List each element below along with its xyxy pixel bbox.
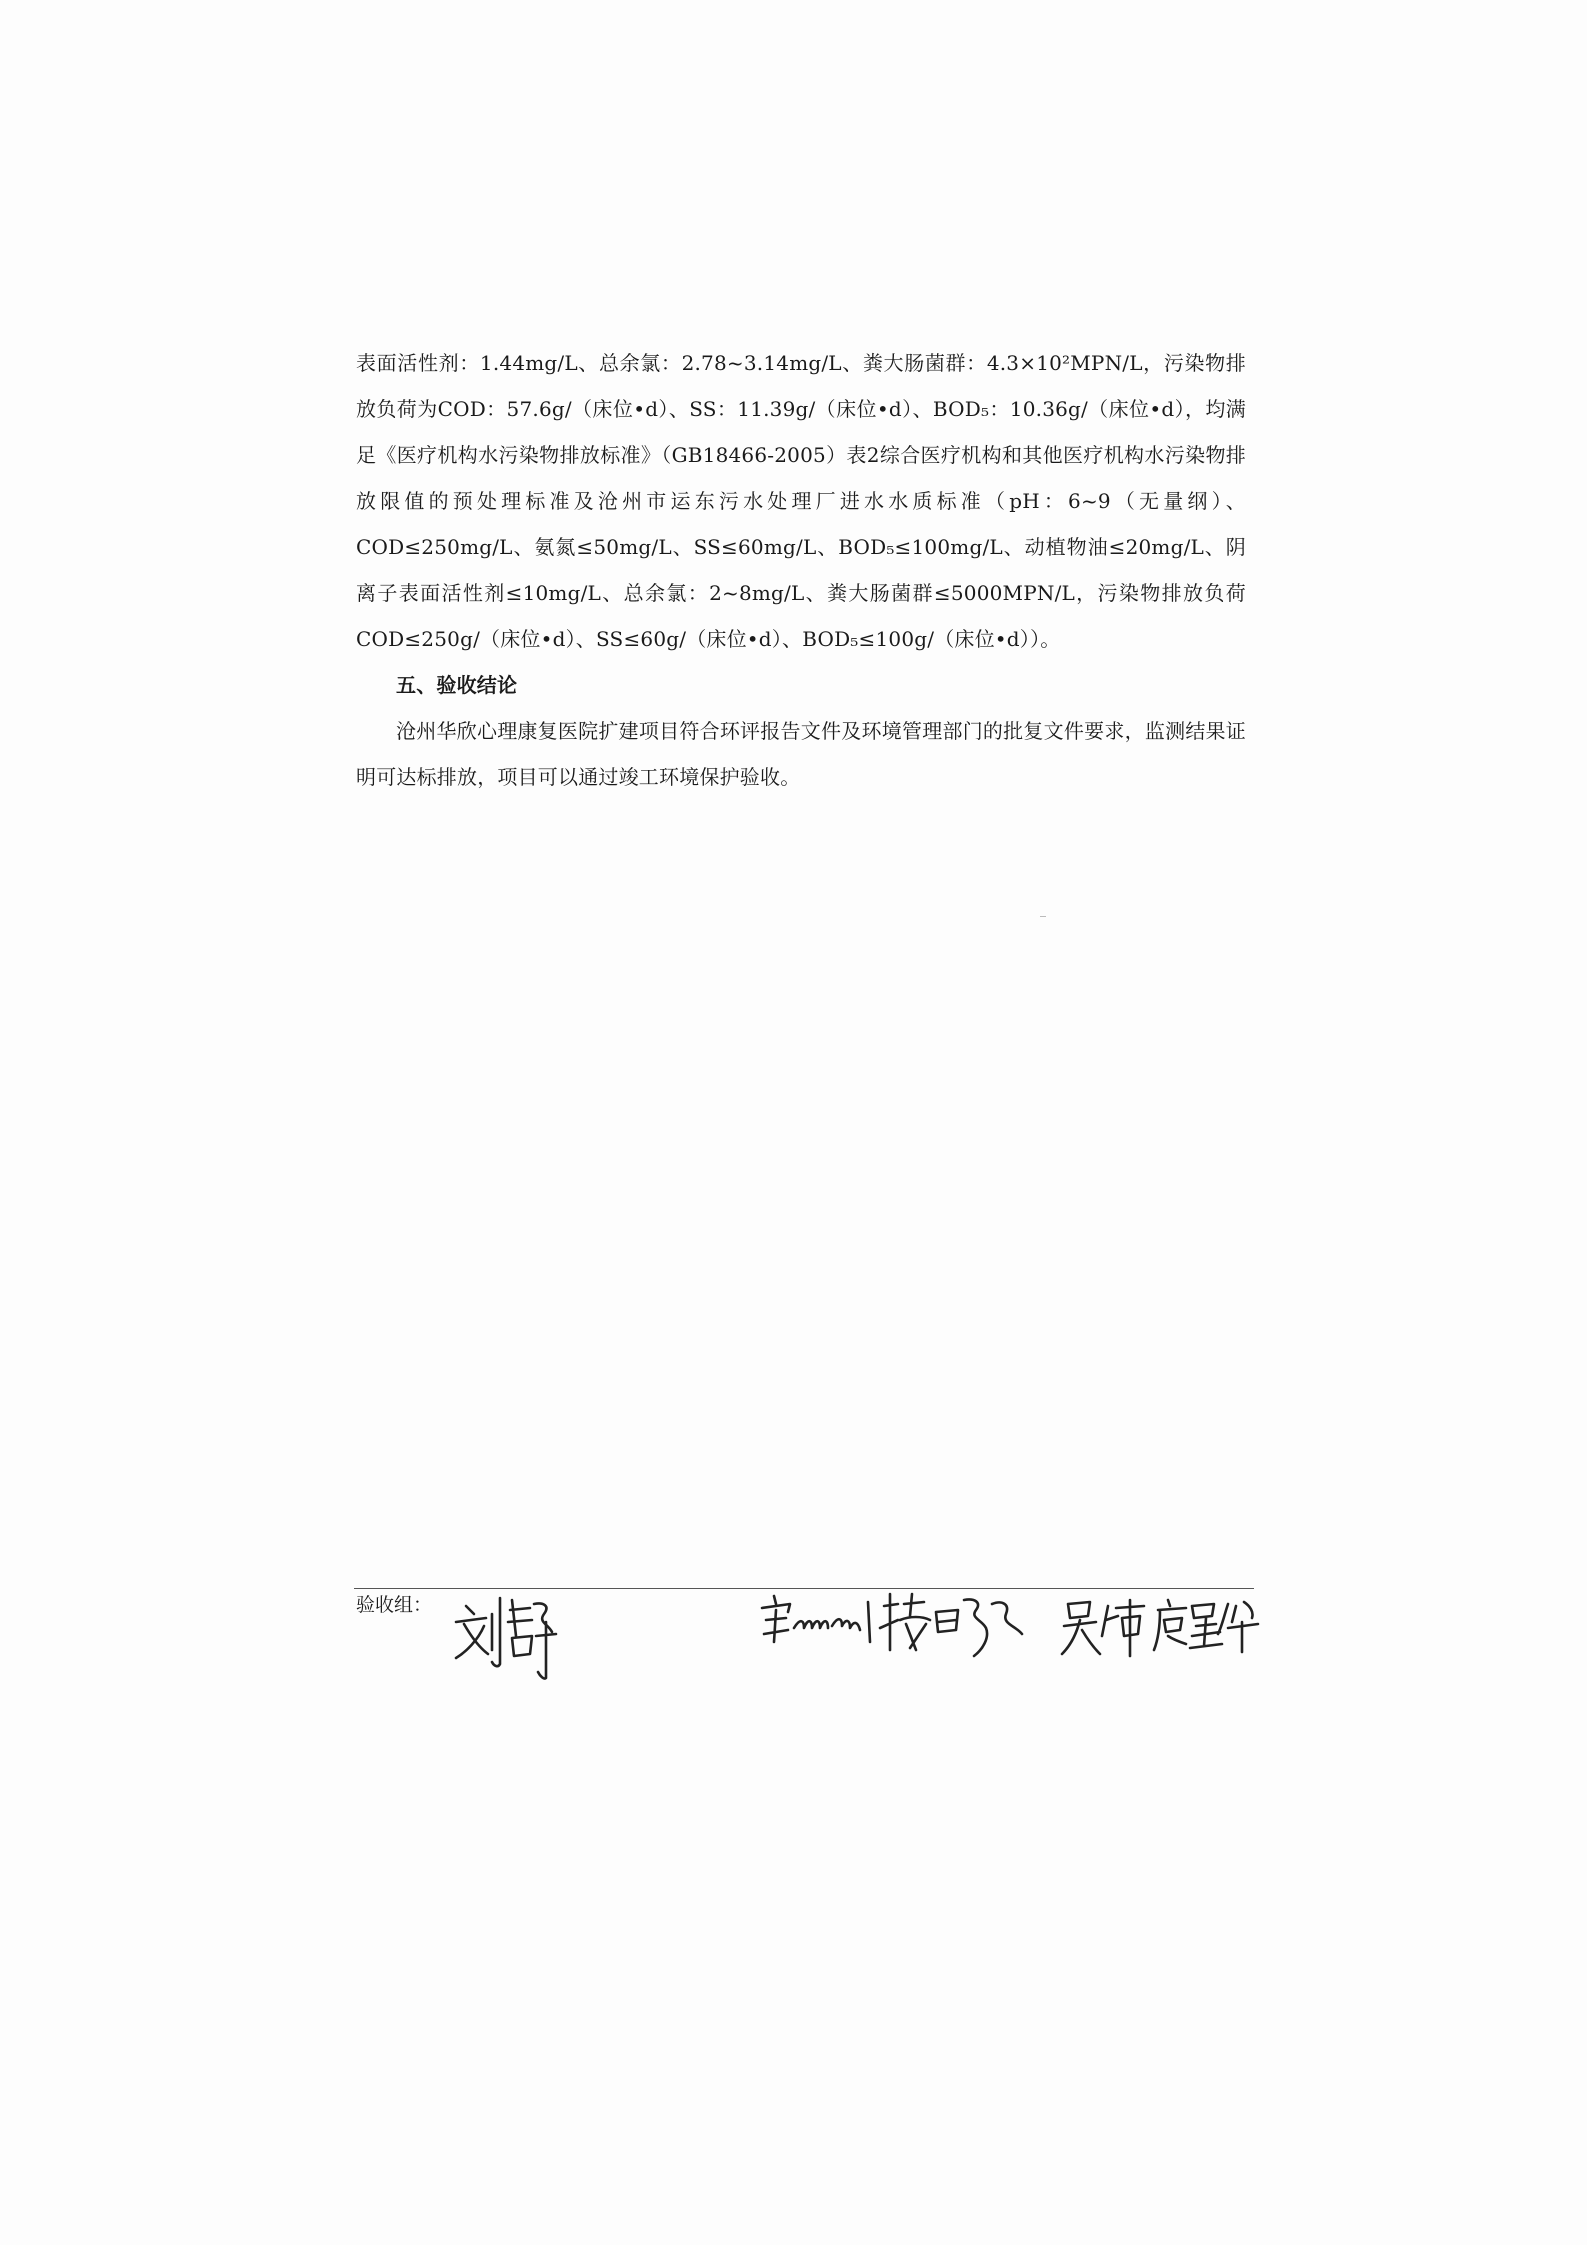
body-paragraph-results: 表面活性剂：1.44mg/L、总余氯：2.78~3.14mg/L、粪大肠菌群：4.3×10²MPN/L，污染物排放负荷为COD：57.6g/（床位•d）、SS：11.39g/（床位•d）、BOD₅：10.36g/（床位•d），均满足《医疗机构水污染物排放标准》（GB18466-2005）表2综合医疗机构和其他医疗机构水污染物排放限值的预处理标准及沧州市运东污水处理厂进水水质标准（pH：6~9（无量纲）、COD≤250mg/L、氨氮≤50mg/L、SS≤60mg/L、BOD₅≤100mg/L、动植物油≤20mg/L、阴离子表面活性剂≤10mg/L、总余氯：2~8mg/L、粪大肠菌群≤5000MPN/L，污染物排放负荷COD≤250g/（床位•d）、SS≤60g/（床位•d）、BOD₅≤100g/（床位•d））。 <box>356 351 1246 651</box>
conclusion-paragraph: 沧州华欣心理康复医院扩建项目符合环评报告文件及环境管理部门的批复文件要求，监测结果证明可达标排放，项目可以通过竣工环境保护验收。 <box>356 719 1246 789</box>
signature-3 <box>1060 1596 1150 1658</box>
signature-1 <box>452 1592 562 1680</box>
document-body <box>356 340 1246 800</box>
scan-speck <box>1040 916 1046 917</box>
section-heading: 五、验收结论 <box>396 673 518 697</box>
acceptance-group-label: 验收组： <box>356 1594 433 1616</box>
signature-line <box>354 1588 1254 1589</box>
signature-2 <box>760 1590 1040 1662</box>
signature-4 <box>1152 1596 1262 1654</box>
